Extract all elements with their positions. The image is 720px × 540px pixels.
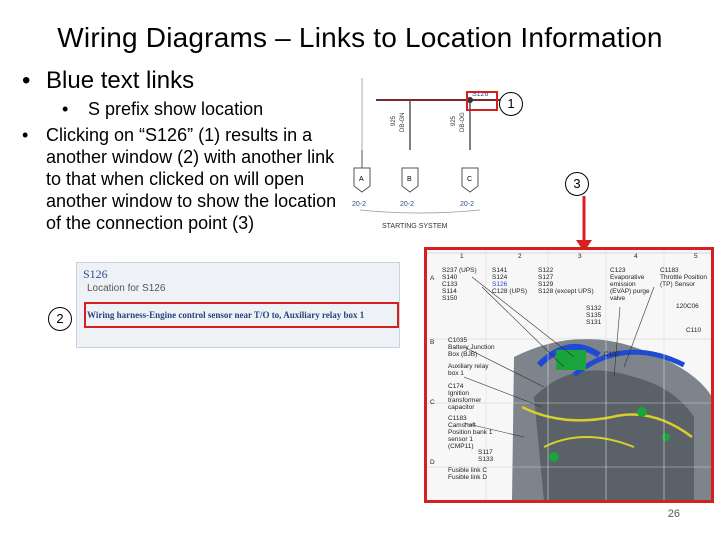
label: C133 <box>442 281 458 288</box>
callout-3: 3 <box>565 172 589 196</box>
grid-col-5: 5 <box>694 253 698 260</box>
wire-label: DB-OG <box>460 112 466 132</box>
label: Evaporative emission (EVAP) purge valve <box>610 274 650 302</box>
label: C128 (UPS) <box>492 288 528 295</box>
s126-label[interactable]: S126 <box>492 281 508 288</box>
location-window-heading: Location for S126 <box>87 283 166 294</box>
callout-3-pointer <box>570 196 600 252</box>
connector-b <box>402 168 418 192</box>
label: C1035 <box>448 337 468 344</box>
grid-row-c: C <box>430 399 435 406</box>
bullet-s-prefix <box>62 98 263 120</box>
label: S133 <box>478 456 494 463</box>
connector-code[interactable]: 20-2 <box>400 201 415 208</box>
bullet-marker: • <box>22 125 29 145</box>
svg-text:C: C <box>467 176 473 183</box>
label: Ignition transformer capacitor <box>448 390 482 411</box>
label: S114 <box>442 288 457 295</box>
label: S124 <box>492 274 508 281</box>
bullet-blue-text-links <box>22 67 195 94</box>
location-description-link[interactable]: Wiring harness-Engine control sensor near T/O to, Auxiliary relay box 1 <box>87 310 365 320</box>
label: S131 <box>586 319 602 326</box>
connector-code[interactable]: 20-2 <box>352 201 367 208</box>
label: S127 <box>538 274 554 281</box>
bullet-text: Blue text links <box>46 67 195 94</box>
label: Camshaft Position bank 1 sensor 1 (CMP11) <box>448 422 493 450</box>
bullet-text: S prefix show location <box>88 99 264 119</box>
s126-highlight-box <box>466 91 498 111</box>
slide-title: Wiring Diagrams – Links to Location Information <box>57 22 663 53</box>
label: S129 <box>538 281 554 288</box>
svg-text:A: A <box>359 176 364 183</box>
label: C1183 <box>448 415 467 422</box>
svg-text:B: B <box>407 176 412 183</box>
bullet-text: Clicking on “S126” (1) results in a another window (2) with another link to that when clicked on will open another window to show the location of the connection point (3) <box>46 125 337 233</box>
label: Throttle Position (TP) Sensor <box>660 274 707 288</box>
label: C123 <box>610 267 626 274</box>
page-number: 26 <box>667 508 680 520</box>
bullet-clicking <box>22 124 352 233</box>
grid-col-1: 1 <box>460 253 464 260</box>
grid-col-3: 3 <box>578 253 582 260</box>
callout-2: 2 <box>48 307 72 331</box>
highlight-box-3 <box>424 247 714 503</box>
label: S140 <box>442 274 458 281</box>
connector-code[interactable]: 20-2 <box>460 201 475 208</box>
bullet-marker: • <box>62 99 69 119</box>
connector-a <box>354 168 370 192</box>
label: 120C06 <box>676 303 699 310</box>
label: S122 <box>538 267 554 274</box>
s126-link[interactable]: S126 <box>472 91 489 98</box>
label: C107 <box>604 351 620 358</box>
label: S117 <box>478 449 493 456</box>
grid-row-d: D <box>430 459 435 466</box>
grid-col-4: 4 <box>634 253 638 260</box>
wire-label: DB-GN <box>400 112 406 132</box>
label: Fusible link D <box>448 474 488 481</box>
diagram-caption: STARTING SYSTEM <box>382 223 448 230</box>
location-window-link[interactable]: S126 <box>83 267 108 281</box>
grid-row-b: B <box>430 339 435 346</box>
grid-col-2: 2 <box>518 253 522 260</box>
highlight-box-2 <box>84 302 399 328</box>
grid-row-a: A <box>430 275 435 282</box>
label: S128 (except UPS) <box>538 288 594 295</box>
label: S237 (UPS) <box>442 267 477 274</box>
connector-c <box>462 168 478 192</box>
label: C174 <box>448 383 464 390</box>
label: S141 <box>492 267 508 274</box>
label: Auxiliary relay box 1 <box>448 363 489 377</box>
label: S132 <box>586 305 602 312</box>
bullet-marker: • <box>22 67 31 94</box>
wire-label: 925 <box>451 115 457 126</box>
wire-label: 925 <box>391 115 397 126</box>
label: C1183 <box>660 267 679 274</box>
label: Battery Junction Box (BJB) <box>448 344 495 358</box>
label: S135 <box>586 312 602 319</box>
callout-1: 1 <box>499 92 523 116</box>
label: C110 <box>686 327 702 334</box>
label: Fusible link C <box>448 467 488 474</box>
label: S150 <box>442 295 458 302</box>
